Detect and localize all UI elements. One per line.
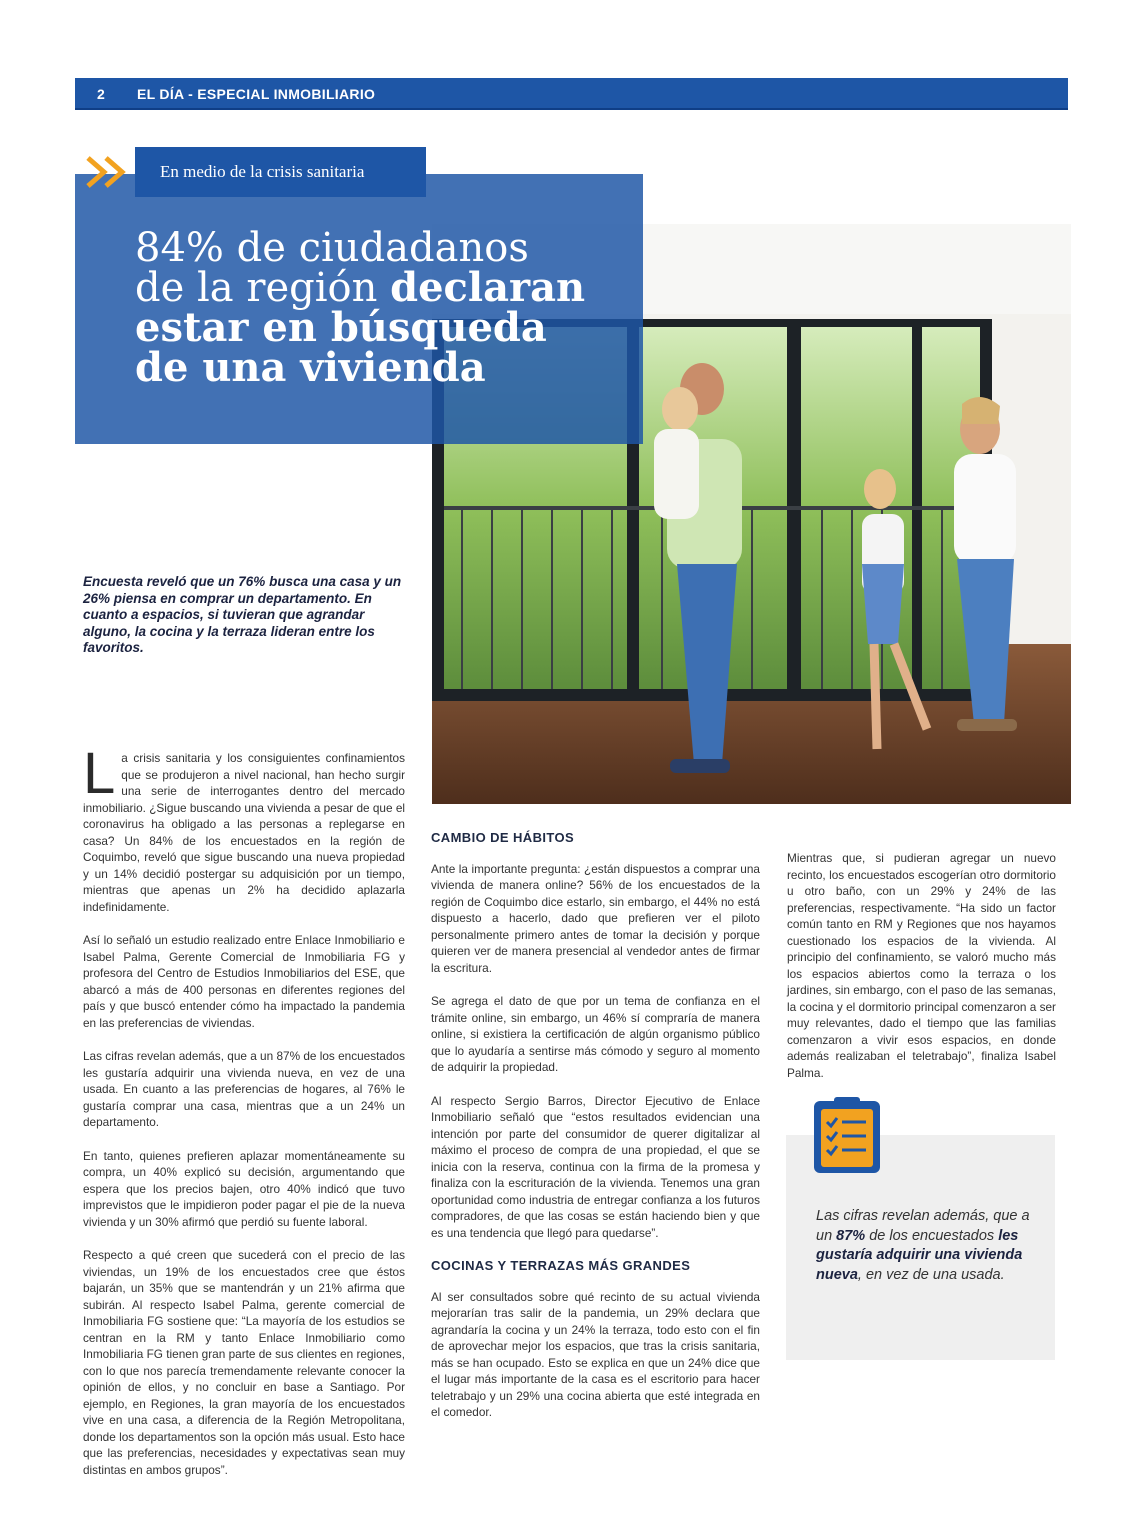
headline (135, 225, 625, 391)
double-chevron-icon (84, 154, 132, 190)
lead-paragraph: Encuesta reveló que un 76% busca una casa y un 26% piensa en comprar un departamento. En cuanto a espacios, si tuvieran que agrandar alguno, la cocina y la terraza lideran entre los favoritos. (83, 574, 402, 655)
paragraph-4: En tanto, quienes prefieren aplazar momentáneamente su compra, un 40% explicó su decisión, argumentando que espera que los precios bajen, otro 40% indicó que tuvo imprevistos que le impidieron poder pagar el pie de la nueva vivienda y un 30% afirmó que perdió su fuente laboral. (83, 1148, 405, 1229)
paragraph-8: Al respecto Sergio Barros, Director Ejecutivo de Enlace Inmobiliario señaló que “estos resultados evidencian una intención por parte del consumidor de querer digitalizar al máximo el proceso de compra de una propiedad, el que se inicia con la reserva, continua con la firma de la promesa y finaliza con la escrituración de la vivienda. Tenemos una gran oportunidad como industria de entregar confianza a los futuros compradores, de que las cosas se están haciendo bien y que es una tendencia que llegó para quedarse”. (431, 1093, 760, 1240)
paragraph-2: Así lo señaló un estudio realizado entre Enlace Inmobiliario e Isabel Palma, Gerente Comercial de Inmobiliaria FG y profesora del Centro de Estudios Inmobiliarios del ESE, que abarcó a más de 400 personas en diferentes regiones del país y que buscó entender cómo ha impactado la pandemia en las preferencias de viviendas. (83, 933, 405, 1030)
paragraph-1: a crisis sanitaria y los consiguientes confinamientos que se produjeron a nivel nacional, han hecho surgir una serie de interrogantes dentro del mercado inmobiliario. ¿Sigue buscando una vivienda a pesar de que el coronavirus ha obligado a las personas a replegarse en casa? Un 84% de los encuestados en la región de Coquimbo, reveló que sigue buscando una nueva propiedad y un 14% decidió postergar su adquisición por un tiempo, mientras que apenas un 2% ha decidido aplazarla indefinidamente. (83, 751, 406, 914)
section-title: EL DÍA - ESPECIAL INMOBILIARIO (137, 86, 376, 102)
quote-text-1: Las cifras revelan además, que a un (816, 1208, 1030, 1244)
subhead-cambio-de-habitos: CAMBIO DE HÁBITOS (431, 830, 575, 845)
paragraph-6: Ante la importante pregunta: ¿están dispuestos a comprar una vivienda de manera online? 56% de los encuestados de la región de Coquimbo dice estarlo, sin embargo, el 44% no está dispuesto a hacerlo, dado que prefieren ver el piloto personalmente primero antes de tomar la decisión y porque quieren ver de manera presencial al vendedor antes de firmar la escritura. (431, 861, 760, 975)
kicker: En medio de la crisis sanitaria (160, 162, 365, 181)
pull-quote (816, 1207, 1041, 1285)
subhead-cocinas-y-terrazas: COCINAS Y TERRAZAS MÁS GRANDES (431, 1258, 691, 1273)
quote-text-3: , en vez de una usada. (857, 1266, 1005, 1283)
quote-highlight-2: les gustaría adquirir una vivienda nueva (816, 1227, 1023, 1283)
clipboard-checklist-icon (812, 1095, 882, 1175)
body-column-2 (431, 830, 760, 1438)
paragraph-3: Las cifras revelan además, que a un 87% de los encuestados les gustaría adquirir una vivienda nueva, en vez de una usada. En cuanto a las preferencias de hogares, al 76% le gustaría comprar una casa, mientras que a un 24% un departamento. (83, 1049, 405, 1129)
body-column-1 (83, 741, 406, 1495)
headline-line-2a: de la región (135, 265, 391, 311)
headline-line-4: de una vivienda (135, 344, 486, 391)
paragraph-10: Mientras que, si pudieran agregar un nuevo recinto, los encuestados escogerían otro dormitorio u otro baño, con un 29% y 24% de las preferencias, respectivamente. “Ha sido un factor común tanto en RM y Regiones que nos hayamos cuestionado los espacios de la vivienda. Al principio del confinamiento, se valoró mucho más los espacios abiertos como la terraza o los jardines, sin embargo, con el paso de las semanas, la cocina y el dormitorio principal comenzaron a ser muy relevantes, dado el tiempo que las familias comenzaron a vivir esos espacios, en donde además realizaban el teletrabajo”, finaliza Isabel Palma. (787, 851, 1056, 1080)
quote-highlight-1: 87% (836, 1227, 866, 1244)
headline-line-1: 84% de ciudadanos (135, 225, 529, 271)
paragraph-9: Al ser consultados sobre qué recinto de su actual vivienda mejorarían tras salir de la pandemia, un 29% declara que agrandaría la cocina y un 24% la terraza, todo esto con el fin de aprovechar mejor los espacios, que tras la crisis sanitaria, más se han ocupado. Esto se explica en que un 24% dice que el lugar más importante de la casa es el escritorio para hacer teletrabajo y un 29% una cocina abierta que esté integrada en el comedor. (431, 1289, 760, 1419)
section-header (75, 78, 1068, 110)
page-number: 2 (97, 86, 105, 102)
quote-text-2: de los encuestados (865, 1227, 999, 1244)
headline-line-3: estar en búsqueda (135, 304, 547, 351)
paragraph-5: Respecto a qué creen que sucederá con el precio de las viviendas, un 19% de los encuestados cree que éstos bajarán, un 35% que se mantendrán y un 21% afirma que subirán. Al respecto Isabel Palma, gerente comercial de Inmobiliaria FG sostiene que: “La mayoría de los estudios se centran en la RM y tanto Enlace Inmobiliario como Inmobiliaria FG tienen gran parte de sus clientes en regiones, con lo que nos parecía tremendamente relevante conocer la opinión de ellos, y no concluir en base a Santiago. Por ejemplo, en Regiones, la gran mayoría de los encuestados vive en una casa, a diferencia de la Región Metropolitana, donde los departamentos son la opción más usual. Esto hace que las preferencias, necesidades y expectativas sean muy distintas en ambos grupos”. (83, 1248, 405, 1477)
body-column-3 (787, 850, 1056, 1098)
headline-line-2b: declaran (390, 264, 586, 311)
drop-cap: L (83, 741, 116, 806)
paragraph-7: Se agrega el dato de que por un tema de confianza en el trámite online, sin embargo, un 46% sí compraría de manera online, si existiera la certificación de algún organismo público que lo ayudaría a sentirse más cómodo y seguro al momento de adquirir la propiedad. (431, 994, 760, 1074)
